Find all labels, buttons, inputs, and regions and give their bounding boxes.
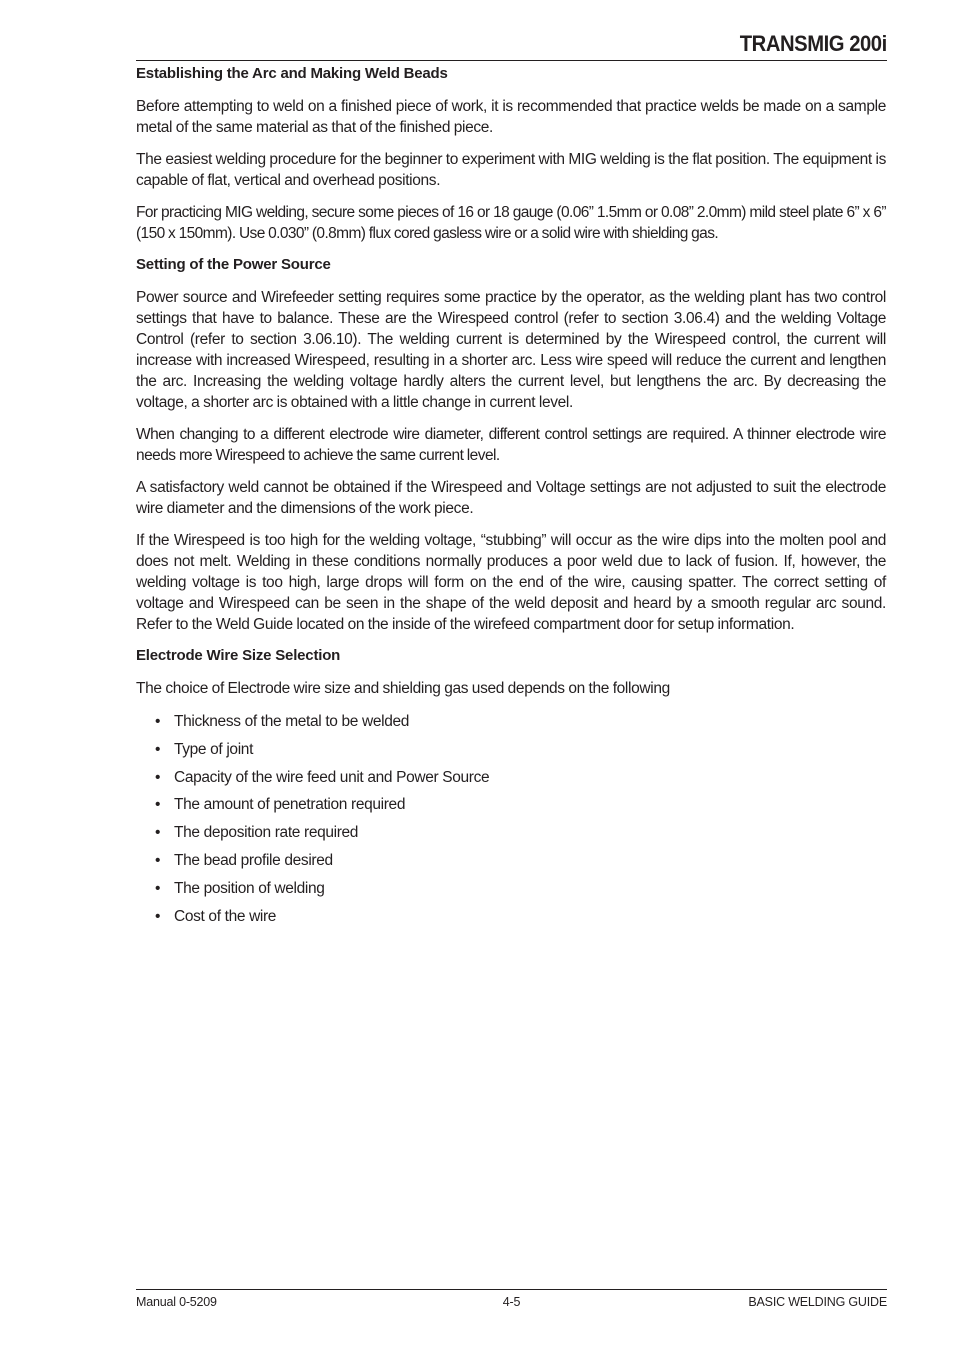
paragraph: If the Wirespeed is too high for the welding voltage, “stubbing” will occur as the wire dips into the molten pool and does not melt. Welding in these conditions normally produces a poor weld due to lack of fusion. If, however, the welding voltage is too high, large drops will form on the end of the wire, causing spatter. The correct setting of voltage and Wirespeed can be seen in the shape of the weld deposit and heard by a smooth regular arc sound. Refer to the Weld Guide located on the inside of the wirefeed compartment door for setup information.	[136, 532, 886, 633]
bullet-icon: •	[155, 879, 161, 897]
paragraph: The easiest welding procedure for the beginner to experiment with MIG welding is the flat position. The equipment is capable of flat, vertical and overhead positions.	[136, 151, 886, 189]
list-item: • The bead profile desired	[155, 851, 333, 869]
section-heading: Electrode Wire Size Selection	[136, 647, 341, 664]
list-item: • Capacity of the wire feed unit and Power Source	[155, 768, 490, 786]
section-heading: Setting of the Power Source	[136, 256, 331, 273]
section-heading: Establishing the Arc and Making Weld Beads	[136, 65, 448, 82]
chapter-name: BASIC WELDING GUIDE	[748, 1295, 887, 1309]
bullet-icon: •	[155, 713, 161, 730]
list-item: • The deposition rate required	[155, 824, 359, 842]
bullet-icon: •	[155, 768, 161, 786]
list-item: • The amount of penetration required	[155, 796, 406, 814]
paragraph: Before attempting to weld on a finished piece of work, it is recommended that practice welds be made on a sample metal of the same material as that of the finished piece.	[136, 98, 886, 136]
paragraph: When changing to a different electrode wire diameter, different control settings are required. A thinner electrode wire needs more Wirespeed to achieve the same current level.	[136, 426, 886, 464]
bullet-icon: •	[155, 851, 161, 869]
paragraph: Power source and Wirefeeder setting requires some practice by the operator, as the welding plant has two control settings that have to balance. These are the Wirespeed control (refer to section 3.06.4) and the welding Voltage Control (refer to section 3.06.10). The welding current is determined by the Wirespeed control, the current will increase with increased Wirespeed, resulting in a shorter arc. Less wire speed will reduce the current and lengthen the arc. Increasing the welding voltage hardly alters the current level, but lengthens the arc. By decreasing the voltage, a shorter arc is obtained with a little change in current level.	[136, 289, 886, 411]
list-item: • Type of joint	[155, 740, 254, 758]
bullet-icon: •	[155, 796, 161, 814]
section-arc-and-weld-beads	[136, 64, 886, 244]
page-content	[136, 64, 886, 933]
bullet-icon: •	[155, 907, 161, 925]
page-footer	[136, 1289, 887, 1312]
page-number: 4-5	[502, 1295, 521, 1309]
manual-number: Manual 0-5209	[136, 1295, 217, 1309]
list-item: • Cost of the wire	[155, 907, 277, 925]
product-title: TRANSMIG 200i	[740, 31, 887, 56]
bullet-icon: •	[155, 824, 161, 842]
paragraph: For practicing MIG welding, secure some pieces of 16 or 18 gauge (0.06” 1.5mm or 0.08” 2.0mm) mild steel plate 6” x 6” (150 x 150mm). Use 0.030” (0.8mm) flux cored gasless wire or a solid wire with shielding gas.	[136, 204, 886, 242]
paragraph: A satisfactory weld cannot be obtained if the Wirespeed and Voltage settings are not adjusted to suit the electrode wire diameter and the dimensions of the work piece.	[136, 479, 886, 517]
page-header	[136, 30, 887, 61]
list-item: • The position of welding	[155, 879, 325, 897]
list-item: • Thickness of the metal to be welded	[155, 713, 410, 730]
paragraph: The choice of Electrode wire size and shielding gas used depends on the following	[136, 680, 670, 697]
section-power-source	[136, 255, 886, 635]
bullet-icon: •	[155, 740, 161, 758]
section-wire-size-selection	[136, 646, 886, 927]
selection-criteria-list	[136, 711, 886, 927]
